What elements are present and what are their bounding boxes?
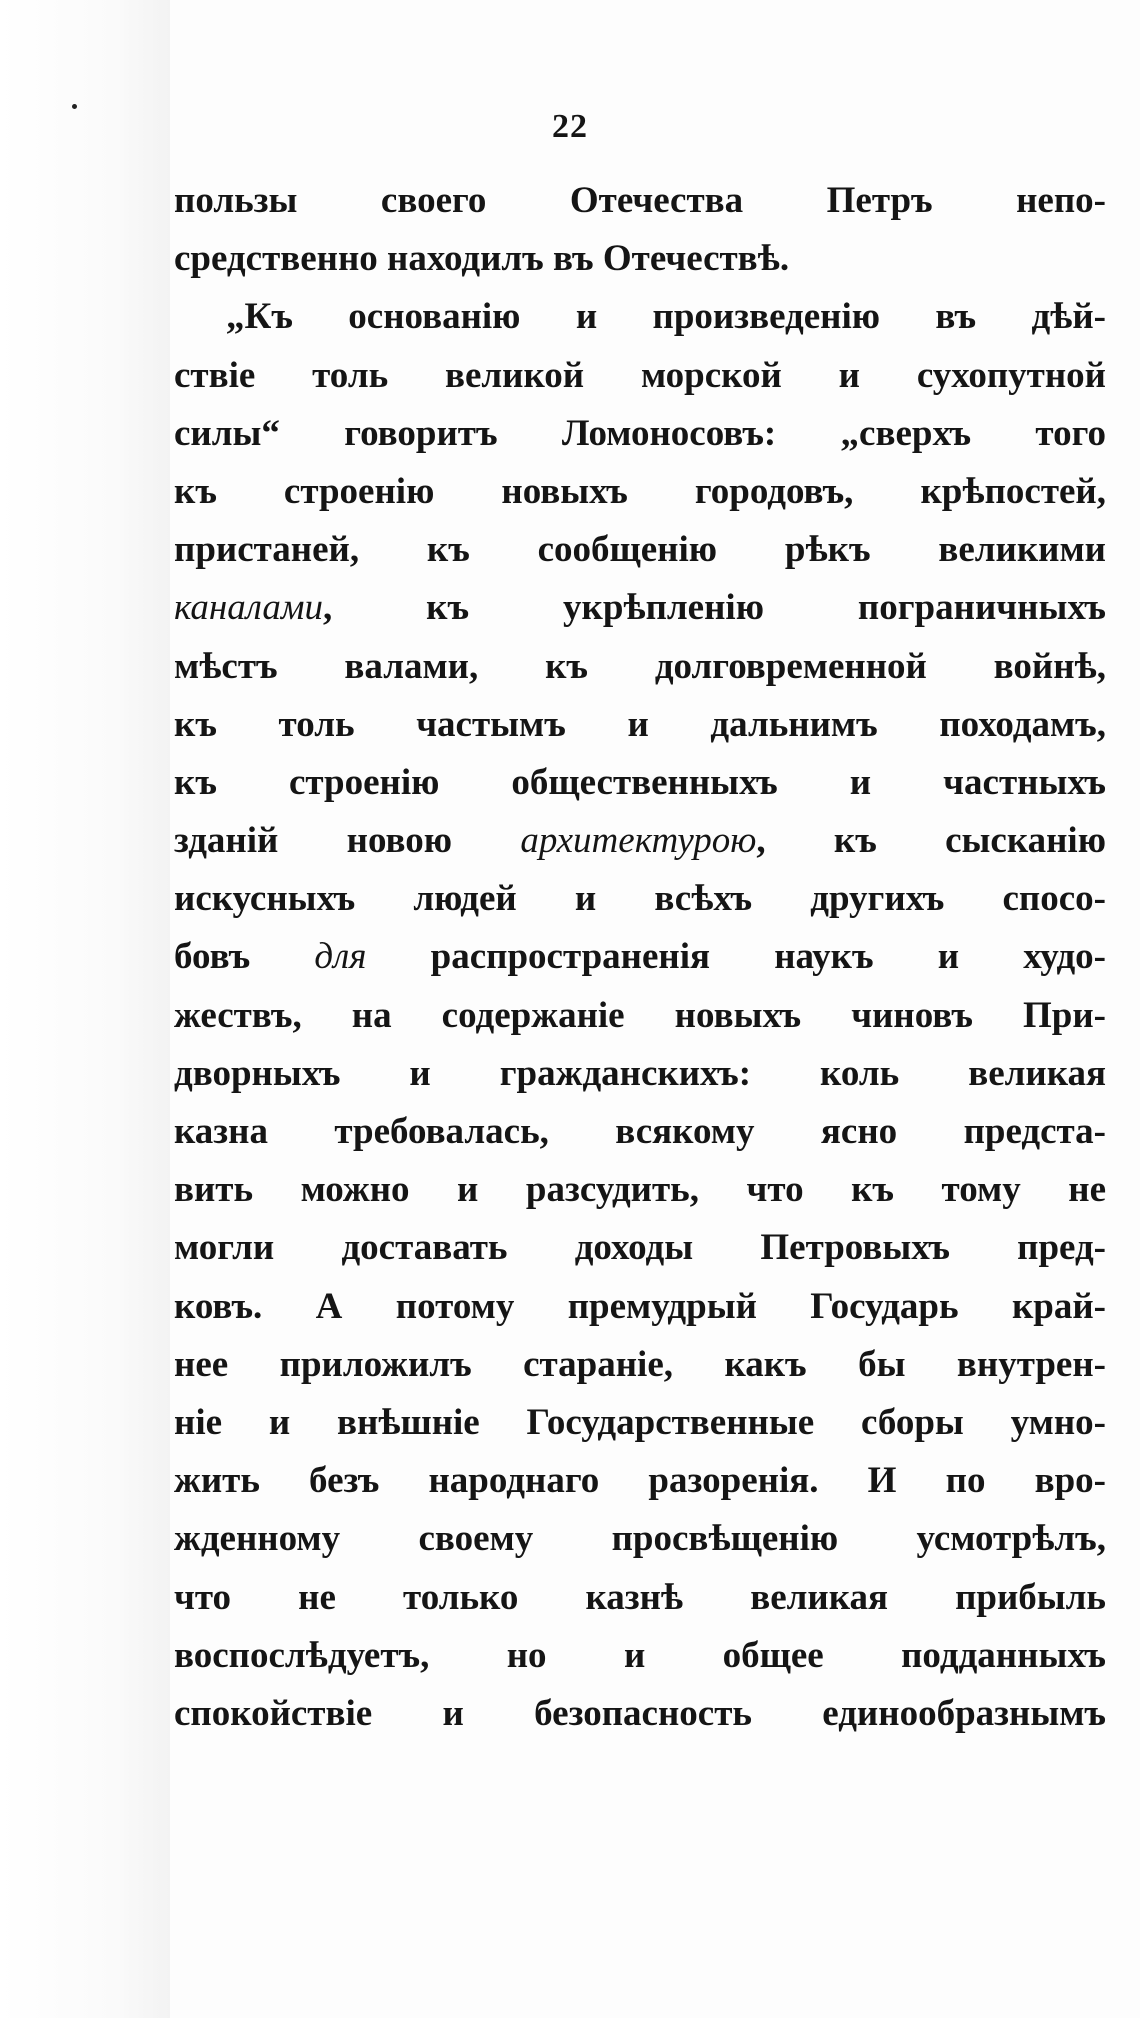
page-number: 22 bbox=[552, 108, 588, 145]
text-segment: пристаней, къ сообщенію рѣкъ великими bbox=[174, 529, 1106, 571]
text-segment: нее приложилъ стараніе, какъ бы внутрен- bbox=[174, 1343, 1106, 1385]
text-line bbox=[174, 1510, 1106, 1568]
text-line bbox=[174, 754, 1106, 812]
text-segment: жить безъ народнаго разоренія. И по вро- bbox=[174, 1460, 1106, 1502]
text-segment: къ строенію новыхъ городовъ, крѣпостей, bbox=[174, 470, 1106, 512]
text-line bbox=[174, 172, 1106, 230]
text-segment: ніе и внѣшніе Государственные сборы умно- bbox=[174, 1401, 1106, 1443]
text-segment: распространенія наукъ и худо- bbox=[366, 936, 1106, 978]
text-segment: могли доставать доходы Петровыхъ пред- bbox=[174, 1227, 1106, 1269]
text-line bbox=[174, 1569, 1106, 1627]
text-segment: что не только казнѣ великая прибыль bbox=[174, 1576, 1106, 1618]
italic-word: архитектурою bbox=[520, 820, 757, 862]
text-segment: ковъ. А потому премудрый Государь край- bbox=[174, 1285, 1106, 1327]
text-line bbox=[174, 230, 1106, 288]
text-segment: ствіе толь великой морской и сухопутной bbox=[174, 354, 1106, 396]
text-segment: вить можно и разсудить, что къ тому не bbox=[174, 1169, 1106, 1211]
body-text bbox=[174, 172, 1106, 1743]
text-segment: жденному своему просвѣщенію усмотрѣлъ, bbox=[174, 1518, 1106, 1560]
text-line bbox=[174, 463, 1106, 521]
text-line bbox=[174, 812, 1106, 870]
text-line bbox=[174, 405, 1106, 463]
text-line bbox=[174, 928, 1106, 986]
text-line bbox=[174, 1219, 1106, 1277]
text-line bbox=[174, 1394, 1106, 1452]
text-segment: пользы своего Отечества Петръ непо- bbox=[174, 180, 1106, 221]
text-line bbox=[174, 638, 1106, 696]
italic-word: каналами bbox=[174, 587, 323, 629]
text-segment: воспослѣдуетъ, но и общее подданныхъ bbox=[174, 1634, 1106, 1676]
text-segment: средственно находилъ въ Отечествѣ. bbox=[174, 238, 790, 280]
text-segment: мѣстъ валами, къ долговременной войнѣ, bbox=[174, 645, 1106, 687]
text-segment: казна требовалась, всякому ясно предста- bbox=[174, 1111, 1106, 1152]
text-line bbox=[174, 521, 1106, 579]
text-segment: зданій новою bbox=[174, 820, 521, 862]
text-line bbox=[174, 1161, 1106, 1219]
text-segment: спокойствіе и безопасность единообразнымъ bbox=[174, 1692, 1106, 1734]
text-segment: , къ укрѣпленію пограничныхъ bbox=[322, 587, 1106, 629]
text-segment: силы“ говоритъ Ломоносовъ: „сверхъ того bbox=[174, 412, 1106, 454]
text-segment: бовъ bbox=[174, 936, 315, 978]
text-line bbox=[174, 288, 1106, 346]
page-margin-shade bbox=[0, 0, 170, 2018]
italic-word: для bbox=[314, 936, 367, 978]
text-segment: дворныхъ и гражданскихъ: коль великая bbox=[174, 1052, 1106, 1094]
text-line bbox=[174, 696, 1106, 754]
text-segment: къ толь частымъ и дальнимъ походамъ, bbox=[174, 703, 1106, 745]
text-line bbox=[174, 1685, 1106, 1743]
text-line bbox=[174, 1045, 1106, 1103]
text-line bbox=[174, 1278, 1106, 1336]
text-line bbox=[174, 1452, 1106, 1510]
text-line bbox=[174, 1336, 1106, 1394]
text-line bbox=[174, 347, 1106, 405]
text-line bbox=[174, 1103, 1106, 1161]
text-line bbox=[174, 1627, 1106, 1685]
text-segment: къ строенію общественныхъ и частныхъ bbox=[174, 761, 1106, 803]
text-line bbox=[174, 870, 1106, 928]
text-segment: , къ сысканію bbox=[756, 820, 1106, 862]
text-line bbox=[174, 579, 1106, 637]
text-line bbox=[174, 987, 1106, 1045]
text-segment: жествъ, на содержаніе новыхъ чиновъ При- bbox=[174, 994, 1106, 1036]
text-segment: „Къ основанію и произведенію въ дѣй- bbox=[226, 296, 1106, 338]
text-segment: искусныхъ людей и всѣхъ другихъ спосо- bbox=[174, 878, 1106, 920]
